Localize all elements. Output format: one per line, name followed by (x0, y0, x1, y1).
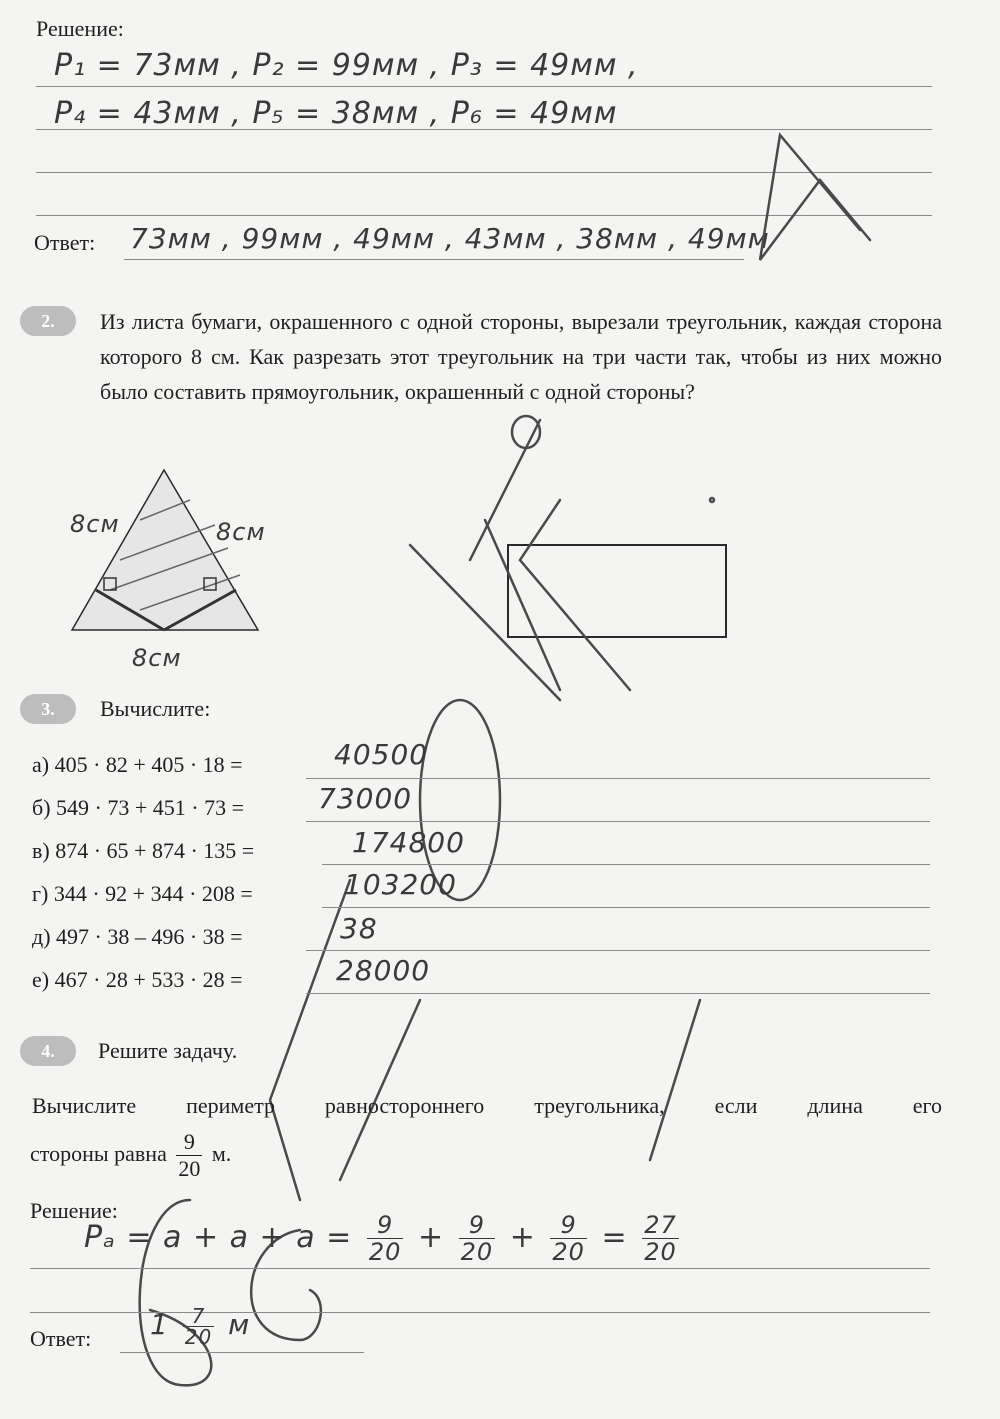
fraction-numerator: 9 (367, 1212, 404, 1239)
fraction-numerator: 9 (550, 1212, 587, 1239)
task3-answer-a: 40500 (334, 738, 429, 771)
answer-line (306, 821, 930, 822)
task4-solution-start: Pₐ = a + a + a = (84, 1220, 353, 1255)
task3-expr-g: е) 467 · 28 + 533 · 28 = (32, 967, 243, 992)
answer-line (306, 950, 930, 951)
writing-line (30, 1268, 930, 1269)
task4-text-line1: Вычислите периметр равностороннего треугольника, если длина его (32, 1093, 942, 1118)
answer-line (322, 864, 930, 865)
rectangle-figure (508, 545, 726, 637)
task4-answer (150, 1300, 250, 1350)
triangle-side-right-label: 8см (216, 518, 266, 546)
task1-solution-line2: P₄ = 43мм , P₅ = 38мм , P₆ = 49мм (54, 96, 618, 131)
task4-number-badge: 4. (20, 1036, 76, 1066)
fraction-numerator: 27 (644, 1211, 677, 1239)
task4-text-line2 (30, 1128, 231, 1182)
task3-answer-f: 38 (340, 912, 378, 945)
task3-answer-g: 28000 (336, 954, 431, 987)
task1-solution-label: Решение: (36, 16, 124, 41)
task4-text-before-fraction: стороны равна (30, 1141, 167, 1166)
task3-expr-d: г) 344 · 92 + 344 · 208 = (32, 881, 253, 906)
task1-solution-line1: P₁ = 73мм , P₂ = 99мм , P₃ = 49мм , (54, 48, 639, 83)
task3-expr-f: д) 497 · 38 – 496 · 38 = (32, 924, 243, 949)
task4-answer-label: Ответ: (30, 1326, 92, 1351)
solution-fraction-2 (459, 1212, 496, 1265)
triangle-side-left-label: 8см (70, 510, 120, 538)
fraction-denominator: 20 (644, 1238, 677, 1266)
fraction-numerator: 9 (176, 1129, 202, 1156)
fraction-denominator: 20 (368, 1238, 402, 1266)
answer-whole-part: 1 (150, 1308, 169, 1341)
answer-fraction (183, 1303, 214, 1349)
fraction-denominator: 20 (178, 1156, 201, 1182)
solution-fraction-3 (550, 1212, 587, 1265)
fraction-numerator: 7 (183, 1306, 214, 1327)
task4-solution-label: Решение: (30, 1198, 118, 1223)
answer-line (306, 778, 930, 779)
task3-answer-c: 174800 (352, 826, 465, 859)
teacher-scribble (140, 135, 870, 1385)
task1-answer-value: 73мм , 99мм , 49мм , 43мм , 38мм , 49мм (130, 222, 770, 255)
fraction-denominator: 20 (460, 1238, 494, 1266)
task3-expr-b: б) 549 · 73 + 451 · 73 = (32, 795, 244, 820)
answer-line (120, 1352, 364, 1353)
task1-answer-label: Ответ: (34, 230, 96, 255)
fraction-numerator: 9 (459, 1212, 496, 1239)
task3-title: Вычислите: (100, 696, 211, 721)
fraction-denominator: 20 (552, 1238, 585, 1266)
task4-side-fraction (176, 1129, 202, 1182)
answer-unit: м (228, 1308, 251, 1341)
task2-text: Из листа бумаги, окрашенного с одной стороны, вырезали треугольник, каждая сторона которого 8 см. Как разрезать этот треугольник на три части так, чтобы из них можно было составить прямоугольник, окрашенный с одной стороны? (100, 309, 942, 404)
answer-line (322, 907, 930, 908)
triangle-side-bottom-label: 8см (132, 644, 182, 672)
triangle-figure (72, 470, 258, 630)
task4-solution: Pₐ = a + a + a = $\frac{9}{20}$ + $\frac{9}{20}$ + $\frac{9}{20}$ = $\frac{27}{20}$ (84, 1211, 677, 1266)
task3-answer-e: 103200 (344, 868, 457, 901)
task3-number-badge: 3. (20, 694, 76, 724)
answer-line (306, 993, 930, 994)
fraction-denominator: 20 (184, 1324, 213, 1349)
task3-expr-c: в) 874 · 65 + 874 · 135 = (32, 838, 255, 863)
task2-number-badge: 2. (20, 306, 76, 336)
solution-result-fraction (642, 1212, 679, 1265)
solution-fraction-1 (367, 1212, 404, 1265)
task3-answer-b: 73000 (318, 782, 413, 815)
task3-expr-a: а) 405 · 82 + 405 · 18 = (32, 752, 243, 777)
task4-title: Решите задачу. (98, 1038, 238, 1063)
task4-unit: м. (211, 1141, 232, 1166)
